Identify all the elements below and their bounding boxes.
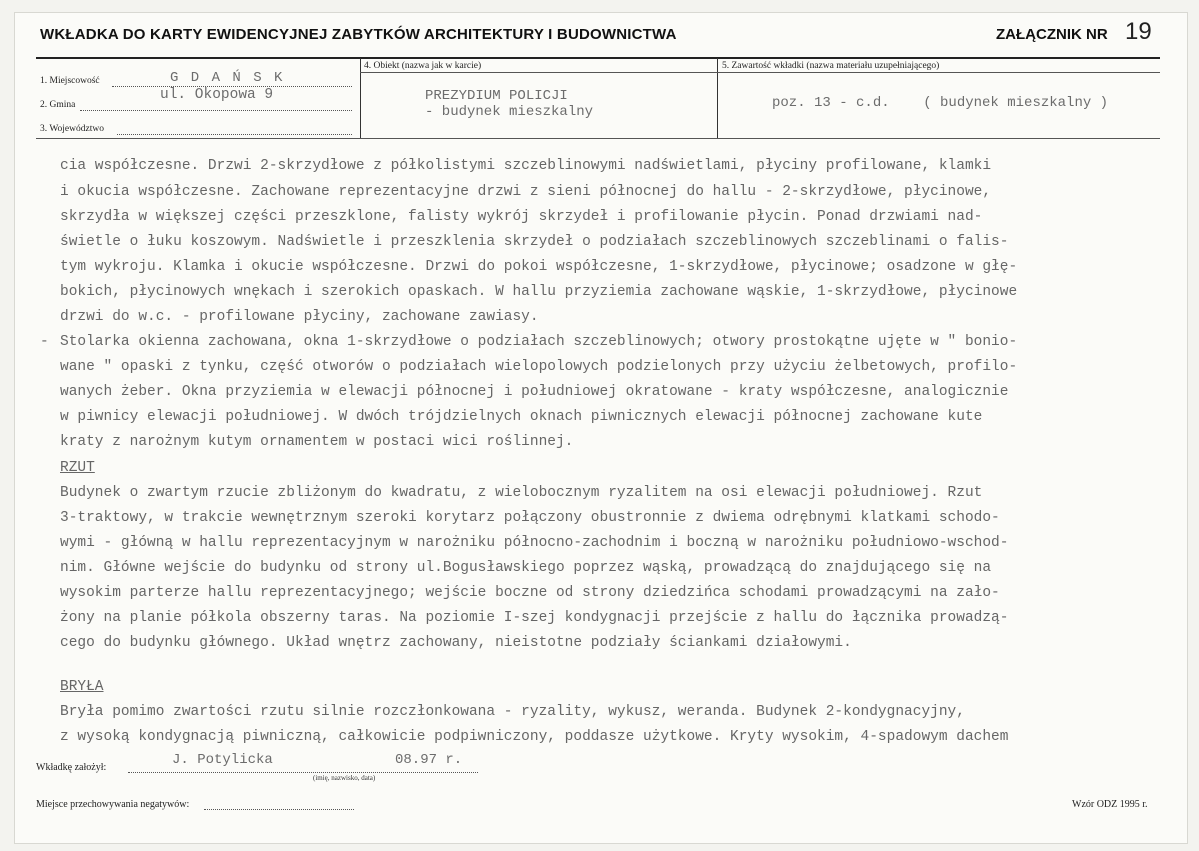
body-line: 3-traktowy, w trakcie wewnętrznym szeroki korytarz połączony obustronnie z dwiema odrębnymi klatkami schodo- <box>60 510 1000 526</box>
attachment-number: 19 <box>1125 18 1152 45</box>
body-line: cia współczesne. Drzwi 2-skrzydłowe z półkolistymi szczeblinowymi nadświetlami, płyciny profilowane, klamki <box>60 158 992 174</box>
body-line: z wysoką kondygnacją piwniczną, całkowicie podpiwniczony, poddasze użytkowe. Kryty wysokim, 4-spadowym dachem <box>60 729 1009 745</box>
author-dots <box>128 772 478 773</box>
body-line: wymi - główną w hallu reprezentacyjnym w narożniku północno-zachodnim i boczną w narożniku południowo-wschod- <box>60 535 1009 551</box>
field-divider-1 <box>360 58 361 138</box>
body-line: żony na planie półkola obszerny taras. Na poziomie I-szej kondygnacji przejście z hallu do łącznika prowadzą- <box>60 610 1009 626</box>
body-line: kraty z narożnym kutym ornamentem w postaci wici roślinnej. <box>60 434 574 450</box>
body-line: wane " opaski z tynku, część otworów o podziałach wielopolowych podzielonych przy użyciu żelbetowych, profilo- <box>60 359 1018 375</box>
body-line: skrzydła w większej części przeszklone, falisty wykrój skrzydeł i profilowanie płycin. Ponad drzwiami nad- <box>60 209 983 225</box>
body-line: cego do budynku głównego. Układ wnętrz zachowany, nieistotne podziały ściankami działowymi. <box>60 635 852 651</box>
body-line: wysokim parterze hallu reprezentacyjnego; wejście boczne od strony dziedzińca schodami prowadzącymi na zało- <box>60 585 1000 601</box>
fields-bottom-rule <box>36 138 1160 139</box>
body-line: i okucia współczesne. Zachowane reprezentacyjne drzwi z sieni północnej do hallu - 2-skrzydłowe, płycinowe, <box>60 184 992 200</box>
body-line: drzwi do w.c. - profilowane płyciny, zachowane zawiasy. <box>60 309 539 325</box>
body-line: nim. Główne wejście do budynku od strony ul.Bogusławskiego poprzez wąską, prowadzącą do znajdującego się na <box>60 560 992 576</box>
author-hint: (imię, nazwisko, data) <box>313 774 376 782</box>
body-line: Budynek o zwartym rzucie zbliżonym do kwadratu, z wielobocznym ryzalitem na osi elewacji południowej. Rzut <box>60 485 983 501</box>
section-heading-rzut: RZUT <box>60 460 95 476</box>
document-title: WKŁADKA DO KARTY EWIDENCYJNEJ ZABYTKÓW ARCHITEKTURY I BUDOWNICTWA <box>40 26 677 43</box>
locality-label: 1. Miejscowość <box>40 76 100 86</box>
field-divider-2 <box>717 58 718 138</box>
street-value: ul. Okopowa 9 <box>160 87 274 103</box>
content-value: poz. 13 - c.d. ( budynek mieszkalny ) <box>772 95 1109 111</box>
template-label: Wzór ODZ 1995 r. <box>1072 799 1148 810</box>
author-value: J. Potylicka <box>172 752 273 768</box>
body-line: bokich, płycinowych wnękach i szerokich opaskach. W hallu przyziemia zachowane wąskie, 1-skrzydłowe, płycinowe <box>60 284 1018 300</box>
body-line: w piwnicy elewacji południowej. W dwóch trójdzielnych oknach piwnicznych elewacji północnej zachowane kute <box>60 409 983 425</box>
header-rule <box>36 57 1160 59</box>
body-line: wanych żeber. Okna przyziemia w elewacji północnej i południowej okratowane - kraty współczesne, analogicznie <box>60 384 1009 400</box>
body-line: Bryła pomimo zwartości rzutu silnie rozczłonkowana - ryzality, wykusz, weranda. Budynek 2-kondygnacyjny, <box>60 704 965 720</box>
commune-dots <box>80 110 352 111</box>
object-value-2: - budynek mieszkalny <box>425 104 594 120</box>
body-line: Stolarka okienna zachowana, okna 1-skrzydłowe o podziałach szczeblinowych; otwory prostokątne ujęte w " bonio- <box>60 334 1018 350</box>
attachment-label: ZAŁĄCZNIK NR <box>996 26 1108 43</box>
commune-label: 2. Gmina <box>40 100 76 110</box>
field-label-rule <box>360 72 1160 73</box>
voivodeship-label: 3. Województwo <box>40 124 104 134</box>
body-line: świetle o łuku koszowym. Nadświetle i przeszklenia skrzydeł o podziałach szczeblinowych szczeblinami o falis- <box>60 234 1009 250</box>
section-heading-bryla: BRYŁA <box>60 679 104 695</box>
author-label: Wkładkę założył: <box>36 762 107 773</box>
content-label: 5. Zawartość wkładki (nazwa materiału uzupełniającego) <box>722 61 940 71</box>
body-line: tym wykroju. Klamka i okucie współczesne. Drzwi do pokoi współczesne, 1-skrzydłowe, płycinowe; osadzone w głę- <box>60 259 1018 275</box>
voivodeship-dots <box>117 134 352 135</box>
locality-value: G D A Ń S K <box>170 70 285 86</box>
date-value: 08.97 r. <box>395 752 463 768</box>
object-value-1: PREZYDIUM POLICJI <box>425 88 568 104</box>
object-label: 4. Obiekt (nazwa jak w karcie) <box>364 61 482 71</box>
list-dash: - <box>40 334 49 350</box>
negatives-dots <box>204 809 354 810</box>
negatives-label: Miejsce przechowywania negatywów: <box>36 799 190 810</box>
